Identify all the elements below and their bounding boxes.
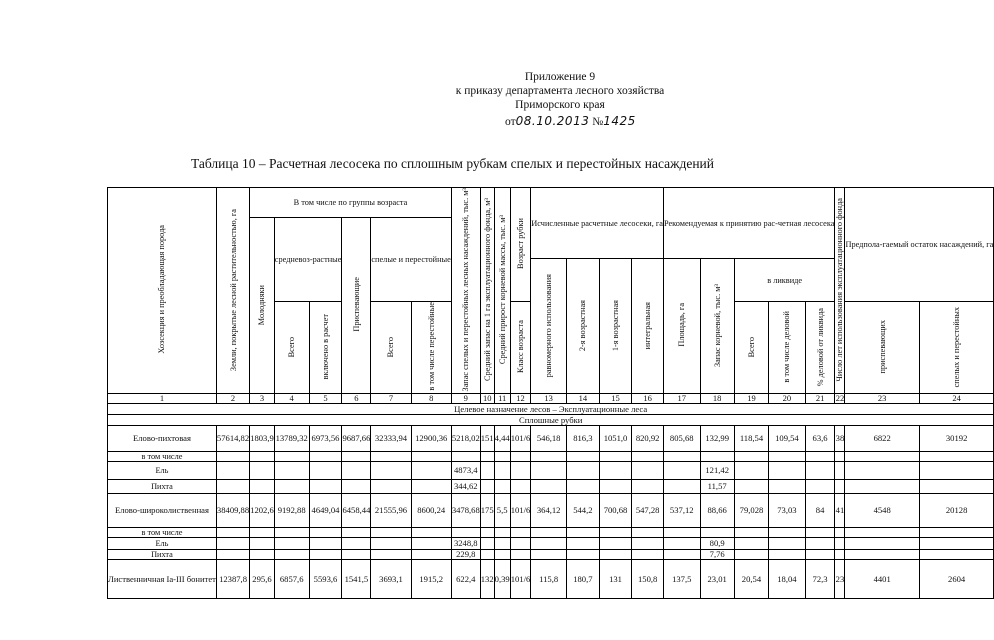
table-cell: 101/6 xyxy=(510,426,531,452)
empty-cell xyxy=(845,528,919,538)
column-number: 8 xyxy=(411,394,451,404)
table-cell: 364,12 xyxy=(531,494,567,528)
empty-cell xyxy=(700,452,734,462)
table-cell: 3693,1 xyxy=(371,560,411,599)
empty-cell xyxy=(274,480,309,494)
empty-cell xyxy=(567,452,600,462)
column-number: 14 xyxy=(567,394,600,404)
table-cell: 72,3 xyxy=(805,560,835,599)
table-cell: 700,68 xyxy=(599,494,632,528)
empty-cell xyxy=(494,538,510,550)
empty-cell xyxy=(805,550,835,560)
table-cell: 80,9 xyxy=(700,538,734,550)
appendix-header xyxy=(360,70,760,112)
col-header-age-groups: В том числе по группы возраста xyxy=(250,188,452,218)
col-header-middle-total: Всего xyxy=(274,302,309,394)
empty-cell xyxy=(835,462,845,480)
empty-cell xyxy=(371,462,411,480)
col-header-uniform-use: равномерного использования xyxy=(531,259,567,394)
empty-cell xyxy=(342,528,371,538)
col-header-mature-total: Всего xyxy=(371,302,411,394)
empty-cell xyxy=(274,452,309,462)
column-number: 18 xyxy=(700,394,734,404)
table-cell: 23,01 xyxy=(700,560,734,599)
number-prefix: № xyxy=(592,116,604,128)
column-number: 20 xyxy=(769,394,806,404)
col-header-root-stock: Запас корневой, тыс. м³ xyxy=(700,259,734,394)
empty-cell xyxy=(274,528,309,538)
table-row xyxy=(108,528,994,538)
table-cell: 180,7 xyxy=(567,560,600,599)
column-number: 10 xyxy=(480,394,494,404)
table-cell: 12387,8 xyxy=(216,560,249,599)
empty-cell xyxy=(734,538,768,550)
table-cell: 151 xyxy=(480,426,494,452)
empty-cell xyxy=(494,462,510,480)
table-cell: 175 xyxy=(480,494,494,528)
empty-cell xyxy=(663,462,700,480)
column-number: 17 xyxy=(663,394,700,404)
empty-cell xyxy=(411,452,451,462)
col-header-recommended-cut: Рекомендуемая к принятию рас-четная лесосека xyxy=(663,188,835,259)
empty-cell xyxy=(309,452,342,462)
empty-cell xyxy=(342,538,371,550)
col-header-rest-mature: спелых и перестойных xyxy=(919,302,993,394)
table-row xyxy=(108,426,994,452)
col-header-second-age: 2-я возрастная xyxy=(567,259,600,394)
empty-cell xyxy=(734,480,768,494)
table-cell: 131 xyxy=(599,560,632,599)
species-name-cell: Ель xyxy=(108,462,217,480)
table-cell: 9192,88 xyxy=(274,494,309,528)
column-number: 19 xyxy=(734,394,768,404)
empty-cell xyxy=(510,462,531,480)
cutting-band-row xyxy=(108,415,994,426)
table-cell: 546,18 xyxy=(531,426,567,452)
empty-cell xyxy=(919,528,993,538)
empty-cell xyxy=(531,462,567,480)
table-row xyxy=(108,538,994,550)
table-row xyxy=(108,462,994,480)
col-header-years-of-use: Число лет использования эксплуатационного фонда xyxy=(835,188,845,394)
empty-cell xyxy=(480,528,494,538)
col-header-premature: Приспевающие xyxy=(342,218,371,394)
subtotal-label: в том числе xyxy=(108,528,217,538)
table-title: Таблица 10 – Расчетная лесосека по сплошным рубкам спелых и перестойных насаждений xyxy=(190,156,714,171)
empty-cell xyxy=(480,452,494,462)
table-cell: 6458,44 xyxy=(342,494,371,528)
empty-cell xyxy=(342,462,371,480)
table-cell: 820,92 xyxy=(632,426,664,452)
col-header-liquid: в ликвиде xyxy=(734,259,835,302)
purpose-band-row xyxy=(108,404,994,415)
table-cell: 805,68 xyxy=(663,426,700,452)
empty-cell xyxy=(309,480,342,494)
empty-cell xyxy=(769,538,806,550)
col-header-business-percent: % деловой от ликвида xyxy=(805,302,835,394)
col-header-rest-premature: приспевающих xyxy=(845,302,919,394)
empty-cell xyxy=(632,538,664,550)
col-header-young: Молодняки xyxy=(250,218,275,394)
empty-cell xyxy=(274,538,309,550)
column-number: 11 xyxy=(494,394,510,404)
handwritten-date: 08.10.2013 xyxy=(515,114,590,128)
species-name-cell: Лиственничная Ia-III бонитет xyxy=(108,560,217,599)
table-cell: 229,8 xyxy=(451,550,480,560)
empty-cell xyxy=(510,528,531,538)
table-cell: 109,54 xyxy=(769,426,806,452)
column-number: 1 xyxy=(108,394,217,404)
column-number: 6 xyxy=(342,394,371,404)
col-header-liquid-total: Всего xyxy=(734,302,768,394)
empty-cell xyxy=(805,480,835,494)
empty-cell xyxy=(531,528,567,538)
empty-cell xyxy=(632,480,664,494)
empty-cell xyxy=(599,538,632,550)
empty-cell xyxy=(845,462,919,480)
empty-cell xyxy=(835,528,845,538)
table-cell: 5593,6 xyxy=(309,560,342,599)
table-cell: 1202,6 xyxy=(250,494,275,528)
empty-cell xyxy=(599,480,632,494)
empty-cell xyxy=(632,452,664,462)
table-cell: 1541,5 xyxy=(342,560,371,599)
empty-cell xyxy=(274,462,309,480)
empty-cell xyxy=(567,480,600,494)
table-cell: 622,4 xyxy=(451,560,480,599)
empty-cell xyxy=(663,550,700,560)
empty-cell xyxy=(510,550,531,560)
empty-cell xyxy=(531,452,567,462)
empty-cell xyxy=(769,452,806,462)
col-header-economic-section: Хозсекция и преобладающая порода xyxy=(108,188,217,394)
empty-cell xyxy=(769,480,806,494)
table-cell: 79,028 xyxy=(734,494,768,528)
empty-cell xyxy=(411,550,451,560)
empty-cell xyxy=(835,550,845,560)
col-header-avg-increment: Средний прирост корневой массы, тыс. м³ xyxy=(494,188,510,394)
col-header-area: Площадь, га xyxy=(663,259,700,394)
empty-cell xyxy=(805,538,835,550)
empty-cell xyxy=(919,480,993,494)
empty-cell xyxy=(567,550,600,560)
table-row xyxy=(108,550,994,560)
empty-cell xyxy=(632,550,664,560)
empty-cell xyxy=(216,538,249,550)
table-cell: 11,57 xyxy=(700,480,734,494)
empty-cell xyxy=(274,550,309,560)
empty-cell xyxy=(494,528,510,538)
table-cell: 537,12 xyxy=(663,494,700,528)
table-cell: 20128 xyxy=(919,494,993,528)
date-prefix: от xyxy=(505,116,516,128)
empty-cell xyxy=(835,452,845,462)
allowable-cut-table xyxy=(107,187,994,599)
table-cell: 132,99 xyxy=(700,426,734,452)
table-row xyxy=(108,560,994,599)
empty-cell xyxy=(494,550,510,560)
empty-cell xyxy=(411,462,451,480)
empty-cell xyxy=(342,550,371,560)
table-cell: 57614,82 xyxy=(216,426,249,452)
empty-cell xyxy=(599,550,632,560)
empty-cell xyxy=(531,538,567,550)
empty-cell xyxy=(510,480,531,494)
col-header-calculated-cut: Исчисленные расчетные лесосеки, га xyxy=(531,188,664,259)
column-number: 13 xyxy=(531,394,567,404)
empty-cell xyxy=(309,550,342,560)
empty-cell xyxy=(567,538,600,550)
table-cell: 344,62 xyxy=(451,480,480,494)
empty-cell xyxy=(309,528,342,538)
empty-cell xyxy=(845,550,919,560)
column-number: 16 xyxy=(632,394,664,404)
table-cell: 4649,04 xyxy=(309,494,342,528)
order-reference: к приказу департамента лесного хозяйства xyxy=(455,85,665,97)
table-cell: 6822 xyxy=(845,426,919,452)
table-cell: 88,66 xyxy=(700,494,734,528)
table-cell: 5218,02 xyxy=(451,426,480,452)
col-header-avg-stock: Средний запас на 1 га эксплуатационного фонда, м³ xyxy=(480,188,494,394)
column-number: 22 xyxy=(835,393,845,404)
col-header-middle-aged: средневоз-растные xyxy=(274,218,342,302)
table-cell: 3478,68 xyxy=(451,494,480,528)
column-number: 24 xyxy=(919,394,993,404)
table-cell: 816,3 xyxy=(567,426,600,452)
table-cell: 3248,8 xyxy=(451,538,480,550)
table-cell: 9687,66 xyxy=(342,426,371,452)
table-cell: 73,03 xyxy=(769,494,806,528)
empty-cell xyxy=(480,550,494,560)
table-cell: 295,6 xyxy=(250,560,275,599)
empty-cell xyxy=(632,528,664,538)
table-cell: 7,76 xyxy=(700,550,734,560)
empty-cell xyxy=(250,462,275,480)
table-cell: 6973,56 xyxy=(309,426,342,452)
empty-cell xyxy=(805,528,835,538)
table-cell: 38 xyxy=(835,426,845,452)
empty-cell xyxy=(250,528,275,538)
empty-cell xyxy=(769,462,806,480)
empty-cell xyxy=(599,528,632,538)
species-name-cell: Ель xyxy=(108,538,217,550)
table-cell: 4873,4 xyxy=(451,462,480,480)
empty-cell xyxy=(342,452,371,462)
col-header-liquid-business: в том числе деловой xyxy=(769,302,806,394)
empty-cell xyxy=(567,462,600,480)
empty-cell xyxy=(216,550,249,560)
table-cell: 1803,9 xyxy=(250,426,275,452)
empty-cell xyxy=(700,528,734,538)
empty-cell xyxy=(371,550,411,560)
table-cell: 20,54 xyxy=(734,560,768,599)
empty-cell xyxy=(494,480,510,494)
col-header-forest-area: Земли, покрытые лесной растительностью, га xyxy=(216,188,249,394)
empty-cell xyxy=(480,462,494,480)
empty-cell xyxy=(663,528,700,538)
table-cell: 544,2 xyxy=(567,494,600,528)
table-cell: 63,6 xyxy=(805,426,835,452)
empty-cell xyxy=(663,480,700,494)
table-cell: 5,5 xyxy=(494,494,510,528)
empty-cell xyxy=(599,462,632,480)
col-header-mature: спелые и перестойные xyxy=(371,218,451,302)
col-header-cutting-age: Возраст рубки xyxy=(510,188,531,302)
empty-cell xyxy=(216,452,249,462)
table-cell: 8600,24 xyxy=(411,494,451,528)
empty-cell xyxy=(734,452,768,462)
table-cell: 41 xyxy=(835,494,845,528)
table-cell: 12900,36 xyxy=(411,426,451,452)
table-cell: 547,28 xyxy=(632,494,664,528)
column-number: 2 xyxy=(216,394,249,404)
empty-cell xyxy=(309,462,342,480)
empty-cell xyxy=(250,538,275,550)
column-number: 9 xyxy=(451,394,480,404)
empty-cell xyxy=(371,452,411,462)
empty-cell xyxy=(451,528,480,538)
handwritten-number: 1425 xyxy=(603,114,636,128)
empty-cell xyxy=(632,462,664,480)
subtotal-label: в том числе xyxy=(108,452,217,462)
col-header-integral: интегральная xyxy=(632,259,664,394)
table-cell: 38409,88 xyxy=(216,494,249,528)
empty-cell xyxy=(845,452,919,462)
empty-cell xyxy=(411,480,451,494)
species-name-cell: Елово-пихтовая xyxy=(108,426,217,452)
table-cell: 32333,94 xyxy=(371,426,411,452)
empty-cell xyxy=(567,528,600,538)
col-header-age-class: Класс возраста xyxy=(510,302,531,394)
column-number: 5 xyxy=(309,394,342,404)
column-number: 23 xyxy=(845,394,919,404)
empty-cell xyxy=(510,452,531,462)
empty-cell xyxy=(835,480,845,494)
table-cell: 118,54 xyxy=(734,426,768,452)
empty-cell xyxy=(663,452,700,462)
table-cell: 6857,6 xyxy=(274,560,309,599)
column-number-row xyxy=(108,394,994,404)
empty-cell xyxy=(663,538,700,550)
empty-cell xyxy=(919,452,993,462)
empty-cell xyxy=(494,452,510,462)
table-cell: 13789,32 xyxy=(274,426,309,452)
column-number: 7 xyxy=(371,394,411,404)
empty-cell xyxy=(451,452,480,462)
empty-cell xyxy=(342,480,371,494)
empty-cell xyxy=(250,550,275,560)
empty-cell xyxy=(480,538,494,550)
table-cell: 4401 xyxy=(845,560,919,599)
empty-cell xyxy=(734,462,768,480)
empty-cell xyxy=(835,538,845,550)
col-header-first-age: 1-я возрастная xyxy=(599,259,632,394)
empty-cell xyxy=(769,550,806,560)
species-name-cell: Пихта xyxy=(108,480,217,494)
empty-cell xyxy=(531,480,567,494)
empty-cell xyxy=(411,528,451,538)
empty-cell xyxy=(919,550,993,560)
table-cell: 150,8 xyxy=(632,560,664,599)
empty-cell xyxy=(309,538,342,550)
region-name: Приморского края xyxy=(515,99,605,111)
empty-cell xyxy=(371,538,411,550)
table-cell: 84 xyxy=(805,494,835,528)
empty-cell xyxy=(845,538,919,550)
empty-cell xyxy=(250,480,275,494)
empty-cell xyxy=(531,550,567,560)
column-number: 4 xyxy=(274,394,309,404)
cutting-band: Сплошные рубки xyxy=(108,415,994,426)
table-cell: 4,44 xyxy=(494,426,510,452)
table-cell: 132 xyxy=(480,560,494,599)
empty-cell xyxy=(216,462,249,480)
col-header-overmature: в том числе перестойные xyxy=(411,302,451,394)
table-row xyxy=(108,452,994,462)
empty-cell xyxy=(919,538,993,550)
species-name-cell: Пихта xyxy=(108,550,217,560)
table-row xyxy=(108,494,994,528)
table-cell: 0,39 xyxy=(494,560,510,599)
column-number: 15 xyxy=(599,394,632,404)
order-date-line xyxy=(505,114,636,128)
table-cell: 101/6 xyxy=(510,494,531,528)
col-header-middle-included: включено в расчет xyxy=(309,302,342,394)
table-row xyxy=(108,480,994,494)
appendix-number: Приложение 9 xyxy=(524,71,596,83)
table-cell: 23 xyxy=(835,560,845,599)
column-number: 3 xyxy=(250,394,275,404)
empty-cell xyxy=(216,480,249,494)
empty-cell xyxy=(599,452,632,462)
empty-cell xyxy=(216,528,249,538)
empty-cell xyxy=(510,538,531,550)
empty-cell xyxy=(919,462,993,480)
table-cell: 2604 xyxy=(919,560,993,599)
table-cell: 121,42 xyxy=(700,462,734,480)
empty-cell xyxy=(411,538,451,550)
table-cell: 30192 xyxy=(919,426,993,452)
species-name-cell: Елово-широколиственная xyxy=(108,494,217,528)
empty-cell xyxy=(845,480,919,494)
empty-cell xyxy=(250,452,275,462)
table-cell: 18,04 xyxy=(769,560,806,599)
table-cell: 4548 xyxy=(845,494,919,528)
table-cell: 115,8 xyxy=(531,560,567,599)
empty-cell xyxy=(805,452,835,462)
empty-cell xyxy=(734,550,768,560)
column-number: 21 xyxy=(805,394,835,404)
col-header-mature-stock: Запас спелых и перестойных лесных насаждений, тыс. м³ xyxy=(451,188,480,394)
table-cell: 137,5 xyxy=(663,560,700,599)
empty-cell xyxy=(371,480,411,494)
empty-cell xyxy=(805,462,835,480)
column-number: 12 xyxy=(510,394,531,404)
table-cell: 1051,0 xyxy=(599,426,632,452)
table-cell: 101/6 xyxy=(510,560,531,599)
empty-cell xyxy=(734,528,768,538)
col-header-expected-rest: Предпола-гаемый остаток насаждений, га xyxy=(845,188,994,302)
table-cell: 1915,2 xyxy=(411,560,451,599)
empty-cell xyxy=(371,528,411,538)
purpose-band: Целевое назначение лесов – Эксплуатационные леса xyxy=(108,404,994,415)
empty-cell xyxy=(769,528,806,538)
table-cell: 21555,96 xyxy=(371,494,411,528)
empty-cell xyxy=(480,480,494,494)
